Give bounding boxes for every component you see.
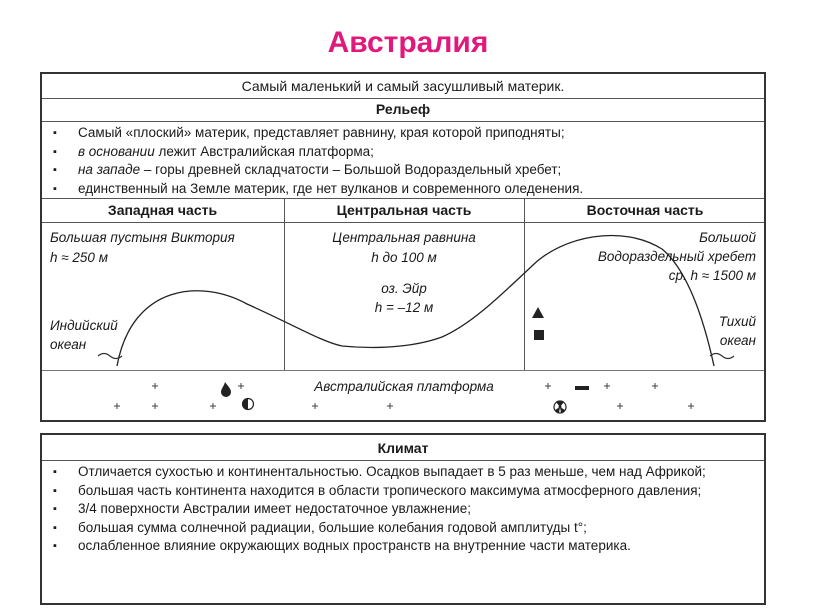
pacific-ocean-waves [710,354,734,359]
summary-text: Самый маленький и самый засушливый материк. [241,78,565,94]
column-east-heading: Восточная часть [586,202,704,218]
half-circle-icon [243,399,254,410]
indian-ocean-label-2: океан [50,337,87,352]
pacific-ocean-label-1: Тихий [718,314,756,329]
relief-panel [40,72,766,422]
climate-item: ▪ 3/4 поверхности Австралии имеет недостаточное увлажнение; [42,500,756,519]
climate-item: ▪ Отличается сухостью и континентальностью. Осадков выпадает в 5 раз меньше, чем над Африкой; [42,463,756,482]
climate-panel [40,433,766,605]
relief-item: ▪ единственный на Земле материк, где нет вулканов и современного оледенения. [42,180,764,199]
relief-item: ▪ на западе – горы древней складчатости – Большой Водораздельный хребет; [42,161,764,180]
climate-list [42,463,756,556]
coal-square-icon [534,330,544,340]
central-plain-label: Центральная равнина [332,230,476,245]
eyre-label: оз. Эйр [381,281,427,296]
oil-triangle-icon [532,307,544,318]
range-label-2: Водораздельный хребет [597,249,756,264]
climate-item: ▪ ослабленное влияние окружающих водных пространств на внутренние части материка. [42,537,756,556]
victoria-label: Большая пустыня Виктория [50,230,235,245]
climate-heading: Климат [377,440,429,456]
pacific-ocean-label-2: океан [719,333,756,348]
climate-item: ▪ большая сумма солнечной радиации, большие колебания годовой амплитуды t°; [42,519,756,538]
indian-ocean-label-1: Индийский [50,318,118,333]
relief-item: ▪ Самый «плоский» материк, представляет равнину, края которой приподняты; [42,124,764,143]
indian-ocean-waves [98,354,122,359]
range-label-1: Большой [699,230,756,245]
range-height: ср. h ≈ 1500 м [668,268,756,283]
page-title: Австралия [327,26,489,59]
drop-icon [221,382,231,397]
platform-label: Австралийская платформа [314,379,494,394]
eyre-height: h = –12 м [374,300,434,315]
radioactive-icon [554,400,566,413]
victoria-height: h ≈ 250 м [50,250,108,265]
relief-heading: Рельеф [375,101,431,117]
column-central-heading: Центральная часть [336,202,472,218]
column-west-heading: Западная часть [107,202,218,218]
climate-item: ▪ большая часть континента находится в области тропического максимума атмосферного давления; [42,482,756,501]
relief-item: ▪ в основании лежит Австралийская платформа; [42,143,764,162]
dash-mark-icon [575,386,589,390]
central-plain-height: h до 100 м [371,250,437,265]
